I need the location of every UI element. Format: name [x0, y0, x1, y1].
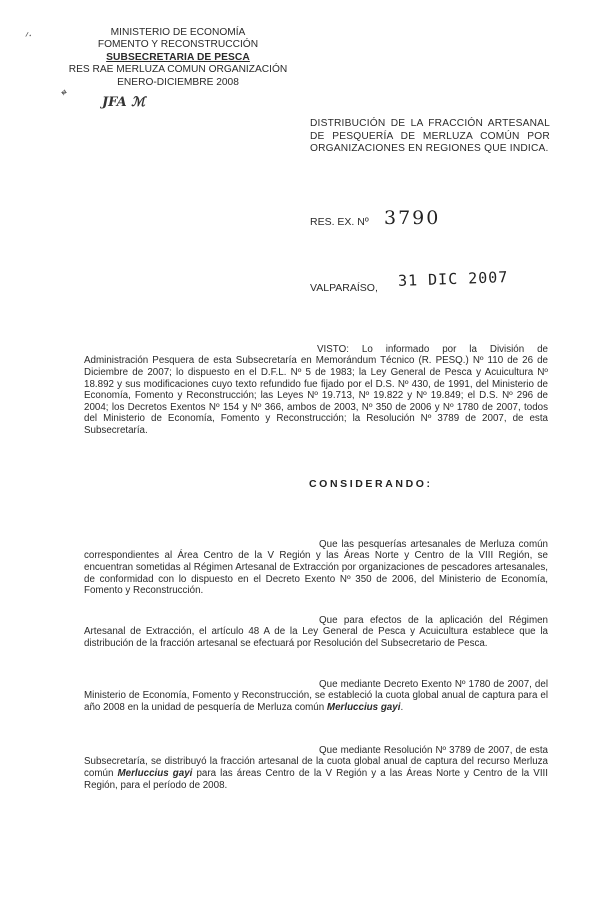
handwritten-initials: JFA ℳ	[102, 95, 146, 110]
date-stamp: 31 DIC 2007	[397, 268, 509, 290]
considerando-paragraph-4	[84, 745, 548, 791]
species-name: Merluccius gayi	[117, 767, 193, 779]
letterhead	[62, 27, 294, 89]
species-name: Merluccius gayi	[326, 701, 401, 713]
stamp-mark-icon: ⌖	[60, 86, 67, 99]
document-subject: DISTRIBUCIÓN DE LA FRACCIÓN ARTESANAL DE PESQUERÍA DE MERLUZA COMÚN POR ORGANIZACIONES EN REGIONES QUE INDICA.	[310, 118, 550, 155]
paragraph-text-end: .	[400, 701, 404, 713]
ministry-line-2: FOMENTO Y RECONSTRUCCIÓN	[97, 39, 259, 51]
considerando-paragraph-1: Que las pesquerías artesanales de Merluza común correspondientes al Área Centro de la V Región y las Áreas Norte y Centro de la VIII Región, se encuentran sometidas al Régimen Artesanal de Extracción por organizaciones de pescadores artesanales, de conformidad con lo dispuesto en el Decreto Exento Nº 350 de 2006, del Ministerio de Economía, Fomento y Reconstrucción.	[84, 538, 548, 597]
period-line: ENERO-DICIEMBRE 2008	[117, 76, 239, 88]
considerando-paragraph-2: Que para efectos de la aplicación del Régimen Artesanal de Extracción, el artículo 48 A de la Ley General de Pesca y Acuicultura establece que la distribución de la fracción artesanal se efectuará por Resolución del Subsecretario de Pesca.	[84, 614, 548, 649]
visto-paragraph: VISTO: Lo informado por la División de Administración Pesquera de esta Subsecretaría en Memorándum Técnico (R. PESQ.) Nº 110 de 26 de Diciembre de 2007; lo dispuesto en el D.F.L. Nº 5 de 1983; la Ley General de Pesca y Acuicultura Nº 18.892 y sus modificaciones cuyo texto refundido fue fijado por el D.S. Nº 430, de 1991, del Ministerio de Economía, Fomento y Reconstrucción; las Leyes Nº 19.713, Nº 19.822 y Nº 19.849; el D.S. Nº 296 de 2004; los Decretos Exentos Nº 154 y Nº 366, ambos de 2003, Nº 350 de 2006 y Nº 1780 de 2007, todos del Ministerio de Economía, Fomento y Reconstrucción; la Resolución Nº 3789 de 2007, de esta Subsecretaría.	[84, 343, 548, 436]
undersecretariat-line: SUBSECRETARIA DE PESCA	[106, 51, 250, 63]
resolution-label: RES. EX. Nº	[310, 216, 369, 228]
place-label: VALPARAÍSO,	[310, 282, 378, 294]
paragraph-text-end: para las áreas Centro de la V Región y a las Áreas Norte y Centro de la VIII Región, para el período de 2008.	[84, 767, 548, 791]
reference-line: RES RAE MERLUZA COMUN ORGANIZACIÓN	[68, 64, 288, 76]
considerando-heading: CONSIDERANDO:	[309, 478, 433, 490]
considerando-paragraph-3	[84, 679, 548, 714]
ministry-line: MINISTERIO DE ECONOMÍA	[110, 27, 246, 38]
paragraph-text: Que mediante Resolución Nº 3789 de 2007, de esta Subsecretaría, se distribuyó la fracción artesanal de la cuota global anual de captura del recurso Merluza común	[84, 744, 548, 779]
handwritten-scribble: ᐟ·	[22, 29, 34, 44]
resolution-number: 3790	[384, 207, 441, 229]
paragraph-text: Que mediante Decreto Exento Nº 1780 de 2007, del Ministerio de Economía, Fomento y Reconstrucción, se estableció la cuota global anual de captura para el año 2008 en la unidad de pesquería de Merluza común	[84, 678, 548, 713]
